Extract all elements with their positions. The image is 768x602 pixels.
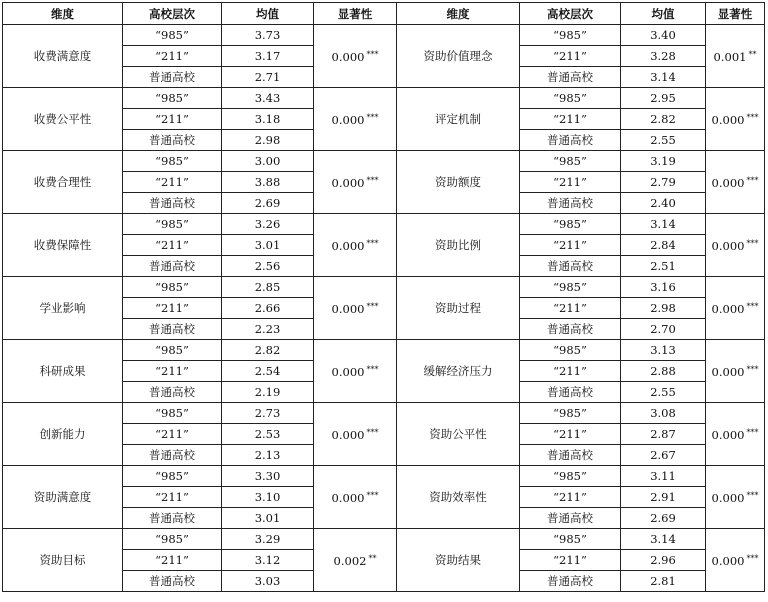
school-level-cell: 普通高校 [520,382,621,403]
mean-cell: 2.13 [222,445,314,466]
school-level-cell: “985” [123,25,222,46]
school-level-cell: “211” [123,361,222,382]
mean-cell: 3.73 [222,25,314,46]
table-row [3,277,765,298]
dimension-cell: 资助过程 [397,277,520,340]
mean-cell: 2.55 [621,130,706,151]
mean-cell: 2.73 [222,403,314,424]
mean-cell: 3.00 [222,151,314,172]
mean-cell: 3.29 [222,529,314,550]
school-level-cell: “985” [123,529,222,550]
mean-cell: 2.98 [621,298,706,319]
dimension-cell: 资助额度 [397,151,520,214]
significance-cell [314,151,397,214]
school-level-cell: “985” [123,403,222,424]
table-row [3,214,765,235]
dimension-cell: 资助公平性 [397,403,520,466]
school-level-cell: “985” [123,151,222,172]
mean-cell: 2.66 [222,298,314,319]
school-level-cell: “211” [520,487,621,508]
mean-cell: 2.51 [621,256,706,277]
mean-cell: 3.26 [222,214,314,235]
school-level-cell: “211” [123,109,222,130]
mean-cell: 2.23 [222,319,314,340]
table-row [3,466,765,487]
significance-stars: *** [366,113,379,122]
mean-cell: 2.82 [621,109,706,130]
school-level-cell: 普通高校 [123,319,222,340]
table-row [3,25,765,46]
header-significance: 显著性 [706,3,765,25]
significance-cell [706,214,765,277]
mean-cell: 2.91 [621,487,706,508]
dimension-cell: 创新能力 [3,403,123,466]
school-level-cell: “211” [123,550,222,571]
school-level-cell: “985” [520,151,621,172]
school-level-cell: 普通高校 [123,130,222,151]
header-dimension: 维度 [397,3,520,25]
school-level-cell: “211” [123,46,222,67]
significance-cell [706,151,765,214]
significance-cell [706,340,765,403]
school-level-cell: 普通高校 [520,508,621,529]
significance-cell [314,403,397,466]
significance-cell [706,25,765,88]
p-value: 0.001 [713,50,747,64]
p-value: 0.000 [711,365,745,379]
header-dimension: 维度 [3,3,123,25]
mean-cell: 2.88 [621,361,706,382]
table-row [3,529,765,550]
school-level-cell: 普通高校 [123,67,222,88]
significance-stars: *** [746,239,759,248]
mean-cell: 3.40 [621,25,706,46]
table-row [3,88,765,109]
mean-cell: 2.85 [222,277,314,298]
mean-cell: 3.88 [222,172,314,193]
dimension-cell: 资助效率性 [397,466,520,529]
header-mean: 均值 [222,3,314,25]
mean-cell: 3.14 [621,67,706,88]
mean-cell: 2.40 [621,193,706,214]
mean-cell: 3.08 [621,403,706,424]
mean-cell: 2.54 [222,361,314,382]
mean-cell: 2.95 [621,88,706,109]
mean-cell: 2.55 [621,382,706,403]
dimension-cell: 收费保障性 [3,214,123,277]
header-row [3,3,765,25]
school-level-cell: “211” [520,235,621,256]
p-value: 0.000 [331,365,365,379]
p-value: 0.000 [331,428,365,442]
significance-stars: *** [366,491,379,500]
mean-cell: 2.70 [621,319,706,340]
school-level-cell: “211” [520,298,621,319]
dimension-cell: 收费满意度 [3,25,123,88]
school-level-cell: “985” [123,340,222,361]
mean-cell: 3.18 [222,109,314,130]
school-level-cell: “985” [520,25,621,46]
school-level-cell: 普通高校 [123,193,222,214]
table-row [3,340,765,361]
school-level-cell: “985” [520,403,621,424]
school-level-cell: “985” [520,277,621,298]
mean-cell: 2.71 [222,67,314,88]
p-value: 0.000 [331,50,365,64]
mean-cell: 2.19 [222,382,314,403]
p-value: 0.000 [711,302,745,316]
mean-cell: 3.28 [621,46,706,67]
significance-cell [314,340,397,403]
significance-stars: *** [746,428,759,437]
school-level-cell: 普通高校 [520,256,621,277]
mean-cell: 2.82 [222,340,314,361]
school-level-cell: 普通高校 [520,193,621,214]
significance-stars: *** [746,176,759,185]
significance-stars: *** [746,302,759,311]
p-value: 0.000 [711,176,745,190]
significance-cell [314,529,397,592]
mean-cell: 2.69 [621,508,706,529]
school-level-cell: 普通高校 [520,130,621,151]
school-level-cell: “211” [123,424,222,445]
header-significance: 显著性 [314,3,397,25]
significance-cell [314,214,397,277]
significance-cell [314,25,397,88]
mean-cell: 3.11 [621,466,706,487]
p-value: 0.000 [331,113,365,127]
significance-cell [706,466,765,529]
dimension-cell: 资助满意度 [3,466,123,529]
mean-cell: 2.79 [621,172,706,193]
significance-stars: *** [366,50,379,59]
school-level-cell: 普通高校 [123,508,222,529]
school-level-cell: “985” [520,529,621,550]
school-level-cell: 普通高校 [520,67,621,88]
significance-cell [706,529,765,592]
mean-cell: 3.10 [222,487,314,508]
mean-cell: 2.87 [621,424,706,445]
significance-cell [706,88,765,151]
mean-cell: 2.84 [621,235,706,256]
significance-cell [706,277,765,340]
table-row [3,403,765,424]
school-level-cell: “985” [520,214,621,235]
dimension-cell: 资助价值理念 [397,25,520,88]
p-value: 0.000 [331,176,365,190]
mean-cell: 3.43 [222,88,314,109]
school-level-cell: “211” [123,172,222,193]
p-value: 0.000 [711,428,745,442]
significance-stars: *** [366,428,379,437]
dimension-cell: 资助比例 [397,214,520,277]
p-value: 0.000 [711,491,745,505]
dimension-cell: 资助结果 [397,529,520,592]
school-level-cell: 普通高校 [520,319,621,340]
mean-cell: 3.19 [621,151,706,172]
p-value: 0.000 [331,491,365,505]
school-level-cell: “211” [123,298,222,319]
mean-cell: 3.03 [222,571,314,592]
dimension-cell: 收费公平性 [3,88,123,151]
mean-cell: 3.17 [222,46,314,67]
school-level-cell: “211” [520,424,621,445]
mean-cell: 3.13 [621,340,706,361]
mean-cell: 3.30 [222,466,314,487]
dimension-cell: 缓解经济压力 [397,340,520,403]
mean-cell: 3.01 [222,235,314,256]
significance-cell [314,88,397,151]
mean-cell: 2.69 [222,193,314,214]
p-value: 0.000 [331,239,365,253]
mean-cell: 3.01 [222,508,314,529]
significance-cell [314,277,397,340]
mean-cell: 2.53 [222,424,314,445]
significance-stars: ** [748,50,757,59]
table-row [3,151,765,172]
dimension-cell: 收费合理性 [3,151,123,214]
significance-stars: *** [746,554,759,563]
header-school-level: 高校层次 [520,3,621,25]
school-level-cell: 普通高校 [123,256,222,277]
school-level-cell: 普通高校 [123,445,222,466]
dimension-cell: 资助目标 [3,529,123,592]
mean-cell: 2.98 [222,130,314,151]
school-level-cell: 普通高校 [123,382,222,403]
school-level-cell: “985” [123,466,222,487]
school-level-cell: “985” [123,214,222,235]
school-level-cell: “211” [520,550,621,571]
significance-stars: *** [746,113,759,122]
school-level-cell: “211” [520,109,621,130]
p-value: 0.000 [711,113,745,127]
school-level-cell: “211” [520,172,621,193]
header-mean: 均值 [621,3,706,25]
mean-cell: 2.96 [621,550,706,571]
school-level-cell: 普通高校 [520,571,621,592]
dimension-cell: 科研成果 [3,340,123,403]
significance-stars: *** [746,491,759,500]
school-level-cell: “985” [123,277,222,298]
significance-cell [706,403,765,466]
p-value: 0.002 [333,554,367,568]
dimension-cell: 学业影响 [3,277,123,340]
header-school-level: 高校层次 [123,3,222,25]
mean-cell: 2.67 [621,445,706,466]
school-level-cell: “211” [520,46,621,67]
school-level-cell: “985” [520,466,621,487]
p-value: 0.000 [331,302,365,316]
significance-stars: *** [366,365,379,374]
school-level-cell: “211” [520,361,621,382]
p-value: 0.000 [711,554,745,568]
mean-cell: 3.12 [222,550,314,571]
mean-cell: 2.81 [621,571,706,592]
significance-stars: *** [366,239,379,248]
mean-cell: 3.16 [621,277,706,298]
significance-stars: ** [368,554,377,563]
dimension-cell: 评定机制 [397,88,520,151]
school-level-cell: 普通高校 [520,445,621,466]
mean-cell: 3.14 [621,529,706,550]
significance-cell [314,466,397,529]
school-level-cell: “985” [520,88,621,109]
school-level-cell: 普通高校 [123,571,222,592]
mean-cell: 3.14 [621,214,706,235]
school-level-cell: “985” [123,88,222,109]
comparison-table [2,2,765,592]
mean-cell: 2.56 [222,256,314,277]
school-level-cell: “211” [123,235,222,256]
significance-stars: *** [746,365,759,374]
p-value: 0.000 [711,239,745,253]
significance-stars: *** [366,176,379,185]
school-level-cell: “211” [123,487,222,508]
school-level-cell: “985” [520,340,621,361]
significance-stars: *** [366,302,379,311]
